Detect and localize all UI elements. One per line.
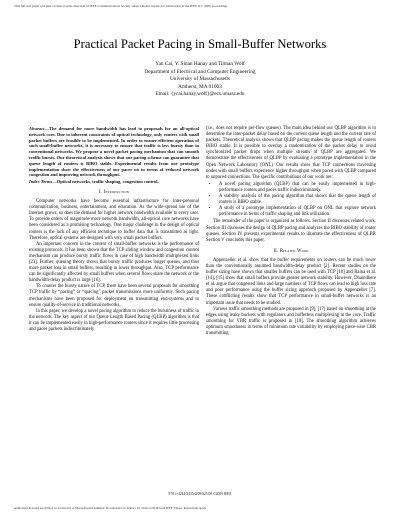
list-item: • A study of a prototype implementation of QLBP on ONL that explore network performance in terms of traffic shaping and link utilization.	[218, 206, 376, 218]
list-item: • A stability analysis of the pacing algorithm that shows that the queue length of routers is BIBO stable.	[218, 194, 376, 206]
paragraph: Computer networks have become essential infrastructure for inter-personal communication, business, entertainment, and education. As the wide-spread use of the Internet grows, so does the demand for higher network bandwidth available to every user. To provide orders of magnitude more network bandwidth, all-optical core networks have been considered as a promising technology. One major challenge in the design of optical routers is the lack of any efficient technique to buffer data that is transmitted as light. Therefore, optical systems are designed with very small packet buffers.	[29, 199, 199, 241]
paragraph: An important concern in the context of small-buffer networks is the performance of existing protocols. It has been shown that the TCP sliding window and congestion control mechanism can produce bursty traffic flows in case of high bandwidth multiplexed links [23]. Further, queuing theory shows that bursty traffic produces longer queues, and thus more packet loss in small buffers, resulting in lower throughput. Also, TCP performance can be significantly affected by small buffers when several flows share the network or the bandwidth-delay product is large [16].	[29, 241, 199, 284]
section-heading-introduction: I. Introduction	[98, 189, 130, 195]
authors: Yan Cai, Y. Sinan Hanay and Tilman Wolf	[155, 61, 245, 67]
license-notice: Authorized licensed use limited to: University of Massachusetts Amherst. Downloaded on January 20, 2010 at 09:48 from IEEE Xplore. Restrictions apply.	[14, 506, 207, 510]
abstract-label: Abstract	[29, 126, 45, 131]
paragraph: To counter the bursty nature of TCP, there have been several proposals for smoothing TCP traffic by “pacing” or “spacing” packet transmissions more uniformly. Such pacing mechanisms have been proposed for deployment on transmitting end-systems and to ensure quality-of-service in traditional networks.	[29, 284, 199, 308]
left-column	[29, 126, 199, 333]
right-column	[206, 126, 376, 337]
author-block	[0, 61, 400, 99]
review-notice: This full text paper was peer reviewed at the direction of IEEE Communications Society subject matter experts for publication in the IEEE ICC 2009 proceedings	[14, 4, 228, 8]
paragraph: In this paper, we develop a novel pacing algorithm to reduce the burstiness of traffic in the network. The key aspect of our Queue Length Based Pacing (QLBP) algorithm is that it can be implemented easily in high-performance routers since it requires little processing and paces packets indiscriminately	[29, 308, 199, 333]
section-heading-related-work: II. Related Work	[273, 248, 309, 254]
paper-title: Practical Packet Pacing in Small-Buffer Networks	[73, 37, 327, 51]
paragraph: (i.e., does not require per-flow queues). The main idea behind our QLBP algorithm is to determine the inter-packet delay based on the current queue length and the current rate of packets. Theoretical analysis shows that QLBP pacing makes the queue length of routers BIBO stable. It is possible to overlay a randomization of the packet delay to avoid synchronized packet drops when multiple streams of QLBP are aggregated. We demonstrate the effectiveness of QLBP by evaluating a prototype implementation in the Open Network Laboratory (ONL). Our results show that TCP connections traversing nodes with small buffers experience higher throughput when paced with QLBP compared to unpaced connections. The specific contributions of our work are:	[206, 126, 376, 180]
email: Email: {ycai,hanay,wolf}@ecs.umass.edu	[155, 91, 245, 98]
list-item: • A novel pacing algorithm (QLBP) that can be easily implemented in high-performance routers and paces traffic indiscriminately.	[218, 182, 376, 194]
location: Amherst, MA 01003	[178, 83, 222, 90]
department: Department of Electrical and Computer Engineering	[144, 68, 256, 75]
abstract-text: —The demand for more bandwidth has lead to proposals for an all-optical network core. Due to inherent constraints of optical technology, only routers with small packet buffers are feasible to be implemented. In order to ensure efficient operation of such small-buffer networks, it is necessary to ensure that traffic is less bursty than in conventional networks. We propose a novel packet pacing mechanism that can smooth traffic bursts. Our theoretical analysis shows that our pacing scheme can guarantee that queue length of routers is BIBO stable. Experimental results from our prototype implementation show the effectiveness of our pacer on in terms of reduced network congestion and improving network throughput.	[29, 126, 199, 178]
index-terms-text: —Optical networks, traffic shaping, congestion control.	[52, 179, 159, 185]
paragraph: Appenzeller et al. show that the buffer requirements on routers can be much lower than the conventionally assumed bandwidth-delay product [2]. Recent studies on the buffer sizing have shown that smaller buffers can be used with TCP [10] and Raina et al. [14], [15] show that small buffers provide greater network stability. However, Dhamdhere et al. argue that congested links and large numbers of TCP flows can lead to high loss rate and poor performance using the buffer sizing approach proposed by Appenzeller [7]. These conflicting results show that TCP performance in small-buffer networks is an important issue that needs to be studied.	[206, 257, 376, 306]
contributions-list	[206, 182, 376, 219]
isbn-footer: 978-1-4244-3435-0/09/$25.00 ©2009 IEEE	[168, 492, 232, 496]
index-terms-label: Index Terms	[29, 179, 53, 185]
abstract	[29, 126, 199, 178]
paragraph: The remainder of the paper is organized as follows. Section II discusses related work. Section III discusses the design of QLBP pacing and analyzes the BIBO stability of router queues. Section IV presents experimental results to illustrate the effectiveness of QLBP. Section V concludes this paper.	[206, 219, 376, 243]
paragraph: Various traffic smoothing methods are proposed in [9], [17] based on smoothing at the edges using leaky buckets with regulators and bufferless multiplexing at the core. Traffic smoothing for VBR traffic is proposed in [18]. The smoothing algorithm achieves optimum smoothness in terms of minimum rate variability by employing piece-wise CBR transmitting	[206, 306, 376, 336]
index-terms	[29, 179, 199, 185]
university: University of Massachusetts	[169, 76, 231, 83]
